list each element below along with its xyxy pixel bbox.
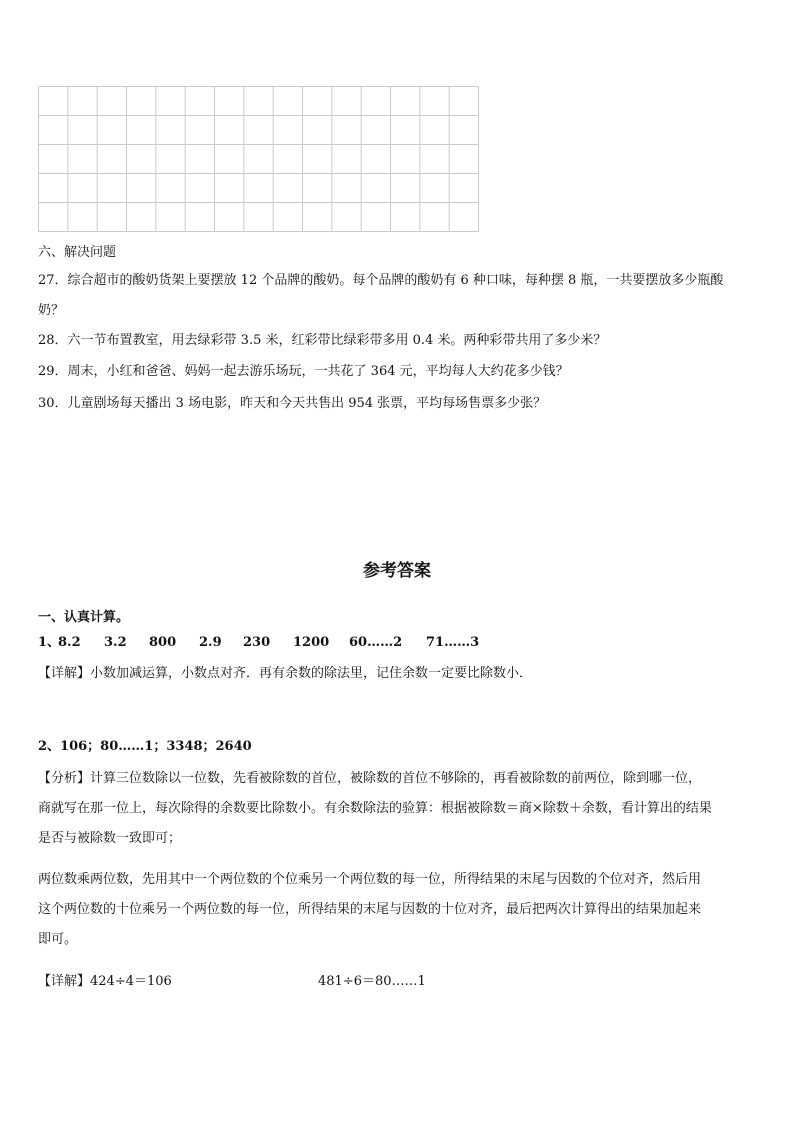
question-27-line2: 奶？ xyxy=(38,303,65,318)
practice-grid xyxy=(38,86,479,232)
q1-value-6: 1200 xyxy=(293,635,330,650)
q2-analysis-line1: 【分析】计算三位数除以一位数，先看被除数的首位，被除数的首位不够除的，再看被除数的前两位，除到哪一位， xyxy=(38,771,702,786)
q2-analysis-line2: 商就写在那一位上，每次除得的余数要比除数小。有余数除法的验算：根据被除数＝商×除数＋余数，看计算出的结果 xyxy=(38,801,712,816)
answer-key-title: 参考答案 xyxy=(363,561,431,581)
q2-para-line3: 即可。 xyxy=(38,932,78,947)
q1-value-5: 230 xyxy=(243,635,271,650)
question-29: 29．周末，小红和爸爸、妈妈一起去游乐场玩，一共花了 364 元，平均每人大约花多少钱？ xyxy=(38,364,569,379)
q1-detail: 【详解】小数加减运算，小数点对齐．再有余数的除法里，记住余数一定要比除数小． xyxy=(38,666,533,681)
question-30: 30．儿童剧场每天播出 3 场电影，昨天和今天共售出 954 张票，平均每场售票多少张？ xyxy=(38,396,547,411)
question-28: 28．六一节布置教室，用去绿彩带 3.5 米，红彩带比绿彩带多用 0.4 米。两种彩带共用了多少米？ xyxy=(38,333,607,348)
q2-para-line1: 两位数乘两位数，先用其中一个两位数的个位乘另一个两位数的每一位，所得结果的末尾与因数的个位对齐，然后用 xyxy=(38,872,702,887)
q2-detail-a: 【详解】424÷4＝106 xyxy=(38,974,172,989)
q1-value-7: 60……2 xyxy=(349,635,403,650)
part1-heading: 一、认真计算。 xyxy=(38,610,130,625)
q1-label: 1、 xyxy=(38,635,61,650)
q2-para-line2: 这个两位数的十位乘另一个两位数的每一位，所得结果的末尾与因数的十位对齐，最后把两次计算得出的结果加起来 xyxy=(38,902,702,917)
q1-value-8: 71……3 xyxy=(426,635,480,650)
section-six-heading: 六、解决问题 xyxy=(38,245,117,260)
q2-detail-b: 481÷6＝80……1 xyxy=(318,974,426,989)
q2-analysis-line3: 是否与被除数一致即可； xyxy=(38,831,182,846)
question-27-line1: 27．综合超市的酸奶货架上要摆放 12 个品牌的酸奶。每个品牌的酸奶有 6 种口味，每种摆 8 瓶，一共要摆放多少瓶酸 xyxy=(38,273,724,288)
q1-answers xyxy=(38,634,480,652)
q1-value-3: 800 xyxy=(149,635,177,650)
grid-lines xyxy=(38,86,479,232)
q1-value-2: 3.2 xyxy=(104,635,127,650)
q1-value-1: 8.2 xyxy=(58,635,81,650)
q1-value-4: 2.9 xyxy=(199,635,222,650)
q2-answers: 2、106；80……1；3348；2640 xyxy=(38,739,252,754)
